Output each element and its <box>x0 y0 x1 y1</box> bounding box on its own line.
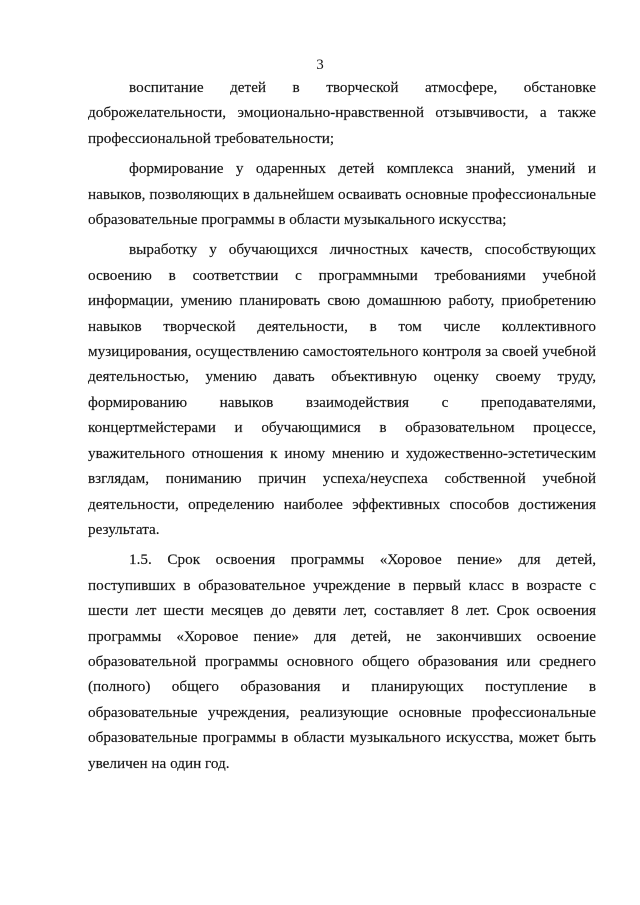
paragraph-personal-qualities: выработку у обучающихся личностных качеств, способствующих освоению в соответствии с программными требованиями учебной информации, умению планировать свою домашнюю работу, приобретению навыков творческой деятельности, в том числе коллективного музицирования, осуществлению самостоятельного контроля за своей учебной деятельностью, умению давать объективную оценку своему труду, формированию навыков взаимодействия с преподавателями, концертмейстерами и обучающимися в образовательном процессе, уважительного отношения к иному мнению и художественно-эстетическим взглядам, пониманию причин успеха/неуспеха собственной учебной деятельности, определению наиболее эффективных способов достижения результата. <box>88 241 596 538</box>
paragraph-knowledge-formation: формирование у одаренных детей комплекса знаний, умений и навыков, позволяющих в дальнейшем осваивать основные профессиональные образовательные программы в области музыкального искусства; <box>88 160 596 229</box>
document-body <box>88 75 596 781</box>
page-number: 3 <box>316 57 324 73</box>
paragraph-program-duration: 1.5. Срок освоения программы «Хоровое пение» для детей, поступивших в образовательное учреждение в первый класс в возрасте с шести лет шести месяцев до девяти лет, составляет 8 лет. Срок освоения программы «Хоровое пение» для детей, не закончивших освоение образовательной программы основного общего образования или среднего (полного) общего образования и планирующих поступление в образовательные учреждения, реализующие основные профессиональные образовательные программы в области музыкального искусства, может быть увеличен на один год. <box>88 551 596 772</box>
paragraph-upbringing: воспитание детей в творческой атмосфере, обстановке доброжелательности, эмоционально-нравственной отзывчивости, а также профессиональной требовательности; <box>88 79 596 147</box>
